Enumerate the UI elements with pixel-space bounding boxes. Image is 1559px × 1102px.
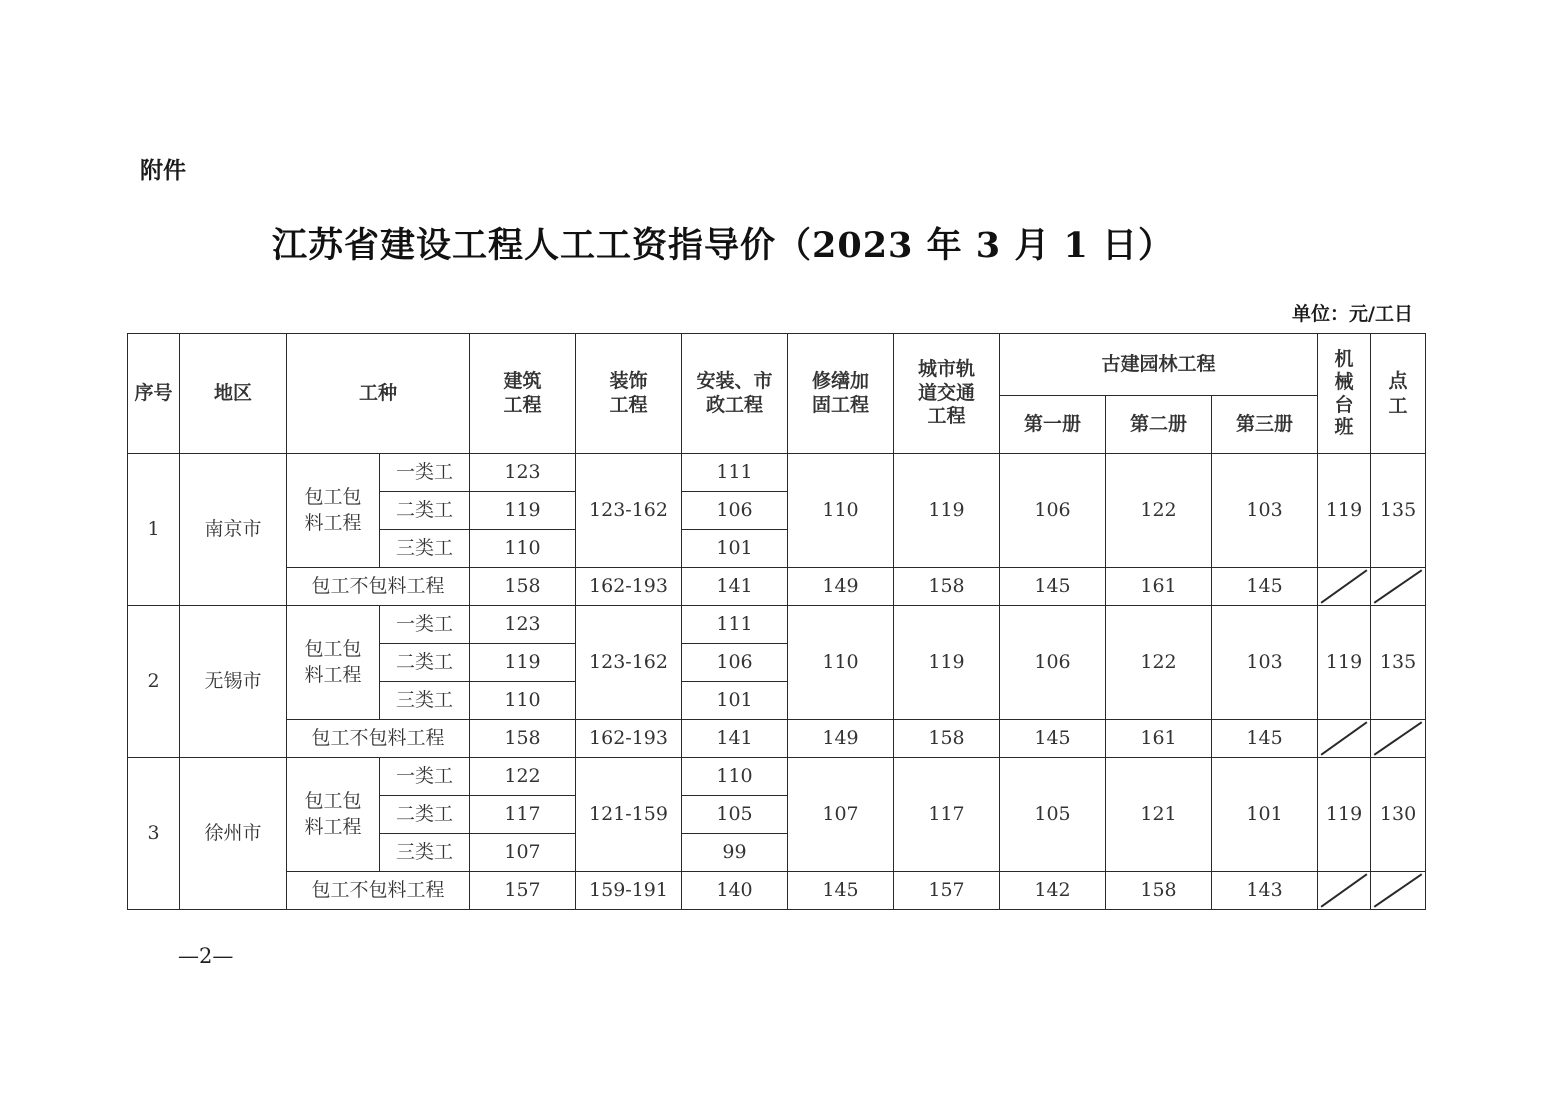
lo-building-value: 158 [470,720,576,758]
empty-cell-slash [1318,720,1371,758]
building-value: 119 [470,492,576,530]
table-row [128,568,1426,606]
lo-vol3-value: 145 [1212,568,1318,606]
lo-vol2-value: 161 [1106,720,1212,758]
install-value: 101 [682,682,788,720]
table-row [128,454,1426,492]
lo-install-value: 141 [682,568,788,606]
rail-value: 119 [894,454,1000,568]
header-region: 地区 [180,334,287,454]
labor-material-label: 包工包料工程 [287,606,380,720]
worker-class-label: 三类工 [380,682,470,720]
building-value: 110 [470,682,576,720]
point-value: 135 [1371,606,1426,720]
lo-vol2-value: 158 [1106,872,1212,910]
lo-repair-value: 145 [788,872,894,910]
rail-value: 117 [894,758,1000,872]
decoration-value: 123-162 [576,606,682,720]
empty-cell-slash [1371,872,1426,910]
lo-vol3-value: 145 [1212,720,1318,758]
worker-class-label: 一类工 [380,606,470,644]
vol2-value: 122 [1106,606,1212,720]
decoration-value: 121-159 [576,758,682,872]
install-value: 106 [682,644,788,682]
header-repair: 修缮加固工程 [788,334,894,454]
install-value: 105 [682,796,788,834]
table-row [128,720,1426,758]
row-region: 南京市 [180,454,287,606]
lo-rail-value: 158 [894,568,1000,606]
worker-class-label: 一类工 [380,454,470,492]
empty-cell-slash [1318,568,1371,606]
row-region: 徐州市 [180,758,287,910]
repair-value: 107 [788,758,894,872]
building-value: 123 [470,454,576,492]
header-work-type: 工种 [287,334,470,454]
header-rail: 城市轨道交通工程 [894,334,1000,454]
lo-building-value: 158 [470,568,576,606]
lo-decoration-value: 162-193 [576,568,682,606]
point-value: 130 [1371,758,1426,872]
worker-class-label: 二类工 [380,796,470,834]
document-title: 江苏省建设工程人工工资指导价（2023 年 3 月 1 日） [272,225,1175,266]
lo-vol3-value: 143 [1212,872,1318,910]
building-value: 123 [470,606,576,644]
lo-vol2-value: 161 [1106,568,1212,606]
lo-repair-value: 149 [788,568,894,606]
machine-value: 119 [1318,606,1371,720]
header-point: 点工 [1371,334,1426,454]
decoration-value: 123-162 [576,454,682,568]
rail-value: 119 [894,606,1000,720]
empty-cell-slash [1318,872,1371,910]
header-install-municipal: 安装、市政工程 [682,334,788,454]
header-seq: 序号 [128,334,180,454]
building-value: 107 [470,834,576,872]
repair-value: 110 [788,454,894,568]
machine-value: 119 [1318,454,1371,568]
table-row [128,758,1426,796]
building-value: 117 [470,796,576,834]
install-value: 106 [682,492,788,530]
row-seq: 2 [128,606,180,758]
table-row [128,606,1426,644]
empty-cell-slash [1371,720,1426,758]
header-vol1: 第一册 [1000,396,1106,454]
install-value: 111 [682,454,788,492]
header-vol3: 第三册 [1212,396,1318,454]
install-value: 101 [682,530,788,568]
worker-class-label: 一类工 [380,758,470,796]
labor-only-label: 包工不包料工程 [287,720,470,758]
vol3-value: 101 [1212,758,1318,872]
unit-label: 单位：元/工日 [1292,303,1413,325]
page-number: —2— [178,944,234,968]
lo-rail-value: 158 [894,720,1000,758]
vol2-value: 122 [1106,454,1212,568]
lo-vol1-value: 145 [1000,720,1106,758]
lo-rail-value: 157 [894,872,1000,910]
building-value: 119 [470,644,576,682]
lo-decoration-value: 159-191 [576,872,682,910]
worker-class-label: 三类工 [380,530,470,568]
vol2-value: 121 [1106,758,1212,872]
worker-class-label: 三类工 [380,834,470,872]
attachment-label: 附件 [140,158,186,184]
table-row [128,872,1426,910]
row-seq: 3 [128,758,180,910]
install-value: 111 [682,606,788,644]
lo-vol1-value: 145 [1000,568,1106,606]
lo-vol1-value: 142 [1000,872,1106,910]
header-decoration: 装饰工程 [576,334,682,454]
lo-repair-value: 149 [788,720,894,758]
lo-building-value: 157 [470,872,576,910]
worker-class-label: 二类工 [380,644,470,682]
repair-value: 110 [788,606,894,720]
header-machine: 机械台班 [1318,334,1371,454]
worker-class-label: 二类工 [380,492,470,530]
labor-material-label: 包工包料工程 [287,758,380,872]
point-value: 135 [1371,454,1426,568]
row-region: 无锡市 [180,606,287,758]
vol3-value: 103 [1212,606,1318,720]
labor-only-label: 包工不包料工程 [287,872,470,910]
lo-install-value: 140 [682,872,788,910]
install-value: 110 [682,758,788,796]
vol1-value: 106 [1000,454,1106,568]
header-ancient-garden: 古建园林工程 [1000,334,1318,396]
lo-decoration-value: 162-193 [576,720,682,758]
machine-value: 119 [1318,758,1371,872]
labor-only-label: 包工不包料工程 [287,568,470,606]
building-value: 122 [470,758,576,796]
header-building: 建筑工程 [470,334,576,454]
vol3-value: 103 [1212,454,1318,568]
row-seq: 1 [128,454,180,606]
vol1-value: 105 [1000,758,1106,872]
install-value: 99 [682,834,788,872]
vol1-value: 106 [1000,606,1106,720]
labor-material-label: 包工包料工程 [287,454,380,568]
header-vol2: 第二册 [1106,396,1212,454]
wage-table [127,333,1426,910]
lo-install-value: 141 [682,720,788,758]
empty-cell-slash [1371,568,1426,606]
building-value: 110 [470,530,576,568]
